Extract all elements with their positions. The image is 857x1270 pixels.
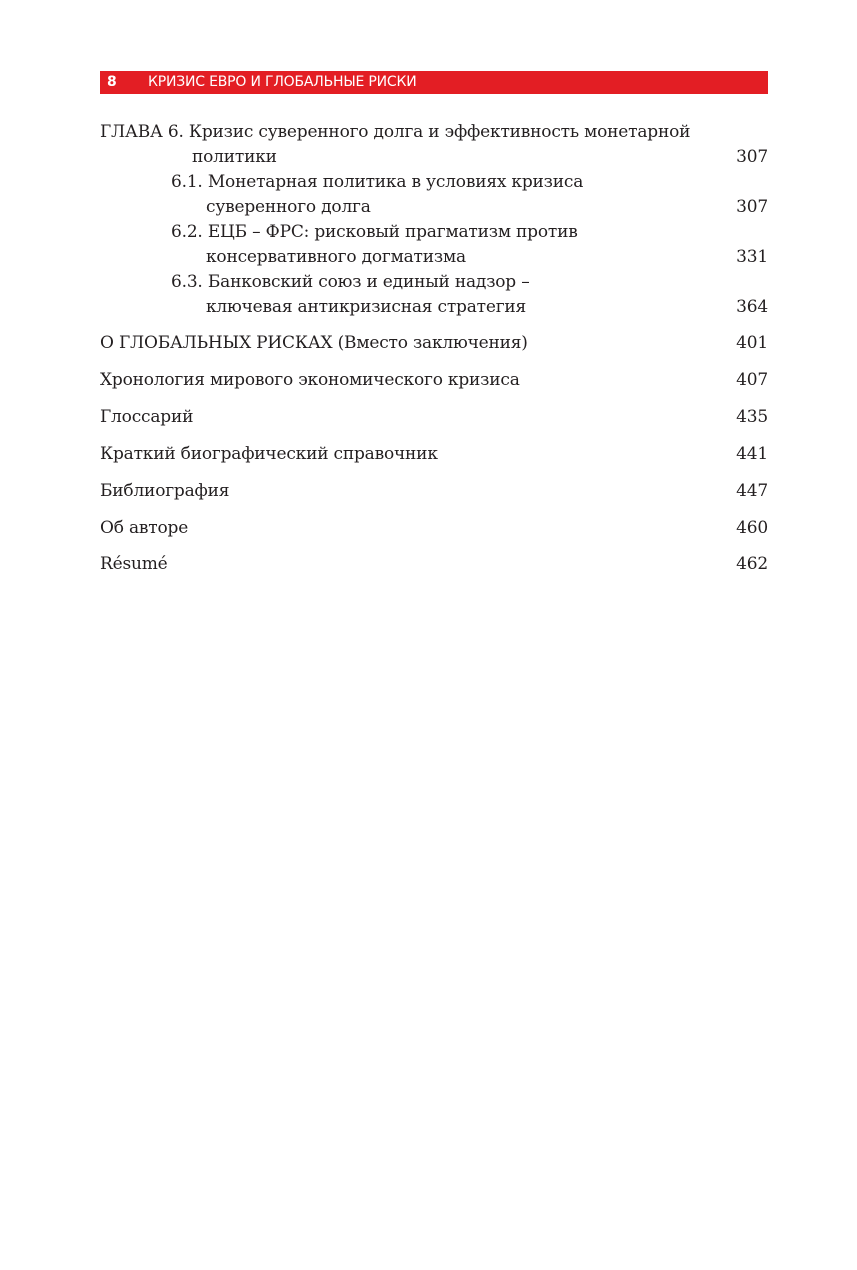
toc-entry-title: Об авторе (100, 518, 189, 538)
toc-entry-title: Résumé (100, 554, 168, 574)
toc-entry-title: Краткий биографический справочник (100, 444, 438, 464)
section-6-2-line2: консервативного догматизма (206, 247, 466, 267)
section-6-3-line1: 6.3. Банковский союз и единый надзор – (171, 272, 530, 292)
section-6-2-line1: 6.2. ЕЦБ – ФРС: рисковый прагматизм против (171, 222, 578, 242)
section-6-3-line2: ключевая антикризисная стратегия (206, 297, 527, 317)
section-6-1-line1: 6.1. Монетарная политика в условиях кризиса (171, 172, 584, 192)
chapter-6-title-line2: политики (192, 147, 277, 167)
section-6-1-page: 307 (736, 197, 768, 217)
chapter-6-title-line1: ГЛАВА 6. Кризис суверенного долга и эффективность монетарной (100, 122, 691, 142)
section-6-1-line2: суверенного долга (206, 197, 371, 217)
header-page-number: 8 (107, 74, 117, 90)
section-6-3-page: 364 (736, 297, 768, 317)
toc-entry-title: Библиография (100, 481, 230, 501)
toc-entry-page: 447 (736, 481, 768, 501)
chapter-6-page: 307 (736, 147, 768, 167)
toc-entry-page: 401 (736, 333, 768, 353)
toc-entry-page: 462 (736, 554, 768, 574)
toc-entry-page: 407 (736, 370, 768, 390)
toc-entry-title: О ГЛОБАЛЬНЫХ РИСКАХ (Вместо заключения) (100, 333, 528, 353)
toc-entry-page: 460 (736, 518, 768, 538)
toc-entry-page: 441 (736, 444, 768, 464)
header-running-title: КРИЗИС ЕВРО И ГЛОБАЛЬНЫЕ РИСКИ (148, 74, 417, 90)
toc-entry-title: Глоссарий (100, 407, 194, 427)
toc-entry-title: Хронология мирового экономического кризиса (100, 370, 520, 390)
toc-entry-page: 435 (736, 407, 768, 427)
running-header (100, 71, 768, 94)
section-6-2-page: 331 (736, 247, 768, 267)
